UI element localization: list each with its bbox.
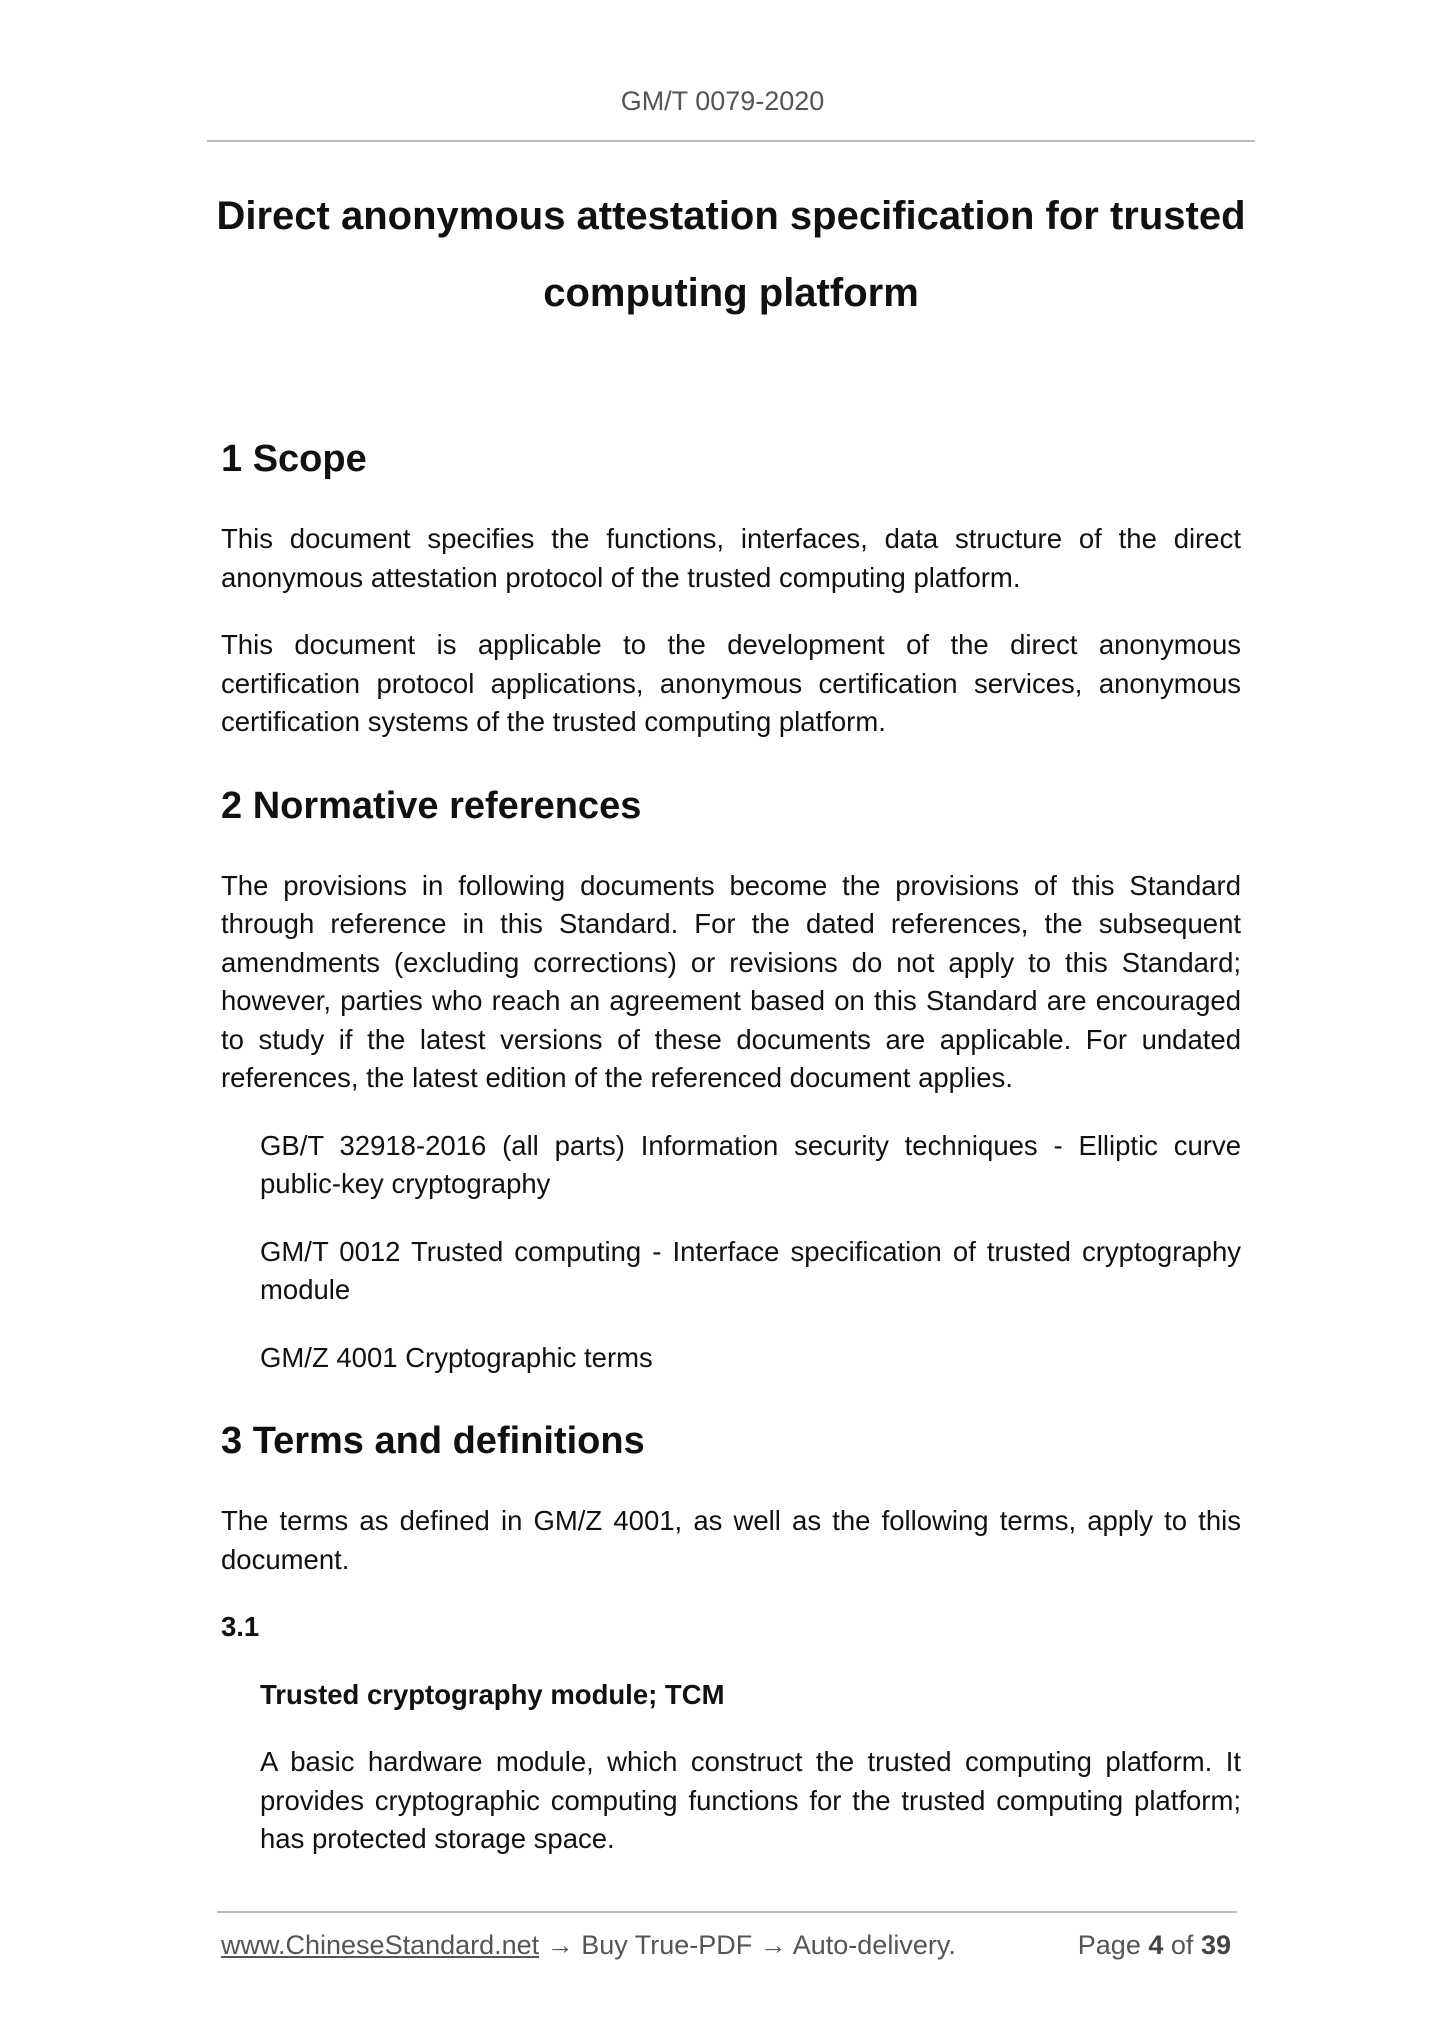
page-of-label: of <box>1170 1930 1194 1960</box>
footer-promo-text: → Buy True-PDF → Auto-delivery. <box>546 1930 956 1960</box>
term-name: Trusted cryptography module; TCM <box>260 1678 725 1710</box>
section-heading-normative-references: 2 Normative references <box>221 784 642 827</box>
page-number <box>1078 1930 1231 1961</box>
section-heading-terms-definitions: 3 Terms and definitions <box>221 1420 645 1462</box>
page-total: 39 <box>1200 1930 1231 1960</box>
normative-paragraph: The provisions in following documents become the provisions of this Standard through reference in this Standard. For the dated references, the subsequent amendments (excluding corrections) or revisions do not apply to this Standard; however, parties who reach an agreement based on this Standard are encouraged to study if the latest versions of these documents are applicable. For undated references, the latest edition of the referenced document applies. <box>221 869 1241 1093</box>
section-heading-scope: 1 Scope <box>221 438 367 480</box>
page-label: Page <box>1077 1930 1141 1960</box>
footer-promo <box>221 1930 956 1961</box>
document-body <box>221 435 1241 1859</box>
header-divider <box>207 140 1255 142</box>
term-number: 3.1 <box>221 1611 260 1642</box>
scope-paragraph-2: This document is applicable to the development of the direct anonymous certification protocol applications, anonymous certification services, anonymous certification systems of the trusted computing platform. <box>221 629 1241 737</box>
footer-website-link[interactable]: www.ChineseStandard.net <box>221 1930 540 1960</box>
term-definition: A basic hardware module, which construct the trusted computing platform. It provides cryptographic computing functions for the trusted computing platform; has protected storage space. <box>260 1746 1241 1854</box>
title-line-2: computing platform <box>543 271 919 315</box>
page-current: 4 <box>1148 1930 1164 1960</box>
page-header-doc-code: GM/T 0079-2020 <box>620 86 825 116</box>
scope-paragraph-1: This document specifies the functions, interfaces, data structure of the direct anonymous attestation protocol of the trusted computing platform. <box>221 523 1241 593</box>
document-title <box>207 178 1255 332</box>
reference-item: GM/T 0012 Trusted computing - Interface specification of trusted cryptography module <box>260 1235 1241 1305</box>
reference-item: GB/T 32918-2016 (all parts) Information security techniques - Elliptic curve public-key cryptography <box>260 1129 1241 1199</box>
reference-item: GM/Z 4001 Cryptographic terms <box>260 1341 653 1373</box>
terms-paragraph: The terms as defined in GM/Z 4001, as well as the following terms, apply to this document. <box>221 1505 1241 1575</box>
title-line-1: Direct anonymous attestation specification for trusted <box>216 194 1246 238</box>
footer-divider <box>217 1911 1237 1913</box>
